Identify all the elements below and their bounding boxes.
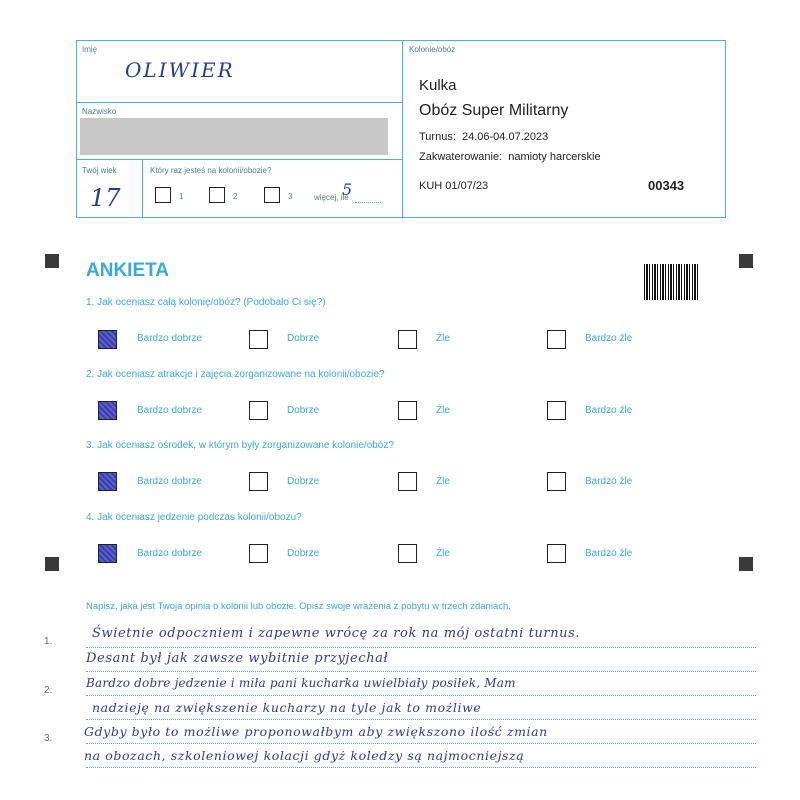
registration-marker-bl — [45, 557, 59, 571]
visit-count-3-checkbox[interactable] — [264, 187, 280, 203]
q4-zle-label: Źle — [436, 548, 450, 559]
q4-bardzo-dobrze-label: Bardzo dobrze — [137, 548, 203, 559]
q1-bardzo-zle-label: Bardzo źle — [585, 333, 633, 344]
q2-zle-label: Źle — [436, 405, 450, 416]
registration-marker-tr — [739, 254, 753, 268]
q3-bardzo-zle-label: Bardzo źle — [585, 476, 633, 487]
nazwisko-redacted — [80, 118, 388, 155]
q1-zle-checkbox[interactable] — [398, 330, 417, 349]
line-number-2: 2. — [44, 685, 53, 696]
q3-bardzo-dobrze-checkbox[interactable] — [98, 472, 117, 491]
imie-label: Imię — [82, 45, 98, 54]
camp-title: Obóz Super Militarny — [419, 102, 569, 119]
q2-dobrze-checkbox[interactable] — [249, 401, 268, 420]
q3-dobrze-checkbox[interactable] — [249, 472, 268, 491]
ktory-raz-label: Który raz jesteś na kolonii/obozie? — [150, 166, 272, 175]
header-divider-v2 — [142, 159, 143, 218]
wiecej-label: więcej, ile — [314, 193, 349, 202]
handwriting-line-3[interactable]: Bardzo dobre jedzenie i miła pani kucharka uwielbiały posiłek, Mam — [86, 676, 516, 690]
q2-bardzo-dobrze-checkbox[interactable] — [98, 401, 117, 420]
visit-count-3-label: 3 — [288, 192, 293, 201]
q1-dobrze-label: Dobrze — [287, 333, 320, 344]
line-number-1: 1. — [44, 636, 53, 647]
question-4: 4. Jak oceniasz jedzenie podczas kolonii/obozu? — [86, 512, 302, 523]
q2-bardzo-zle-checkbox[interactable] — [547, 401, 566, 420]
writing-line — [86, 743, 756, 744]
survey-title: ANKIETA — [86, 260, 170, 281]
q3-dobrze-label: Dobrze — [287, 476, 320, 487]
zakwaterowanie: Zakwaterowanie: namioty harcerskie — [419, 151, 601, 163]
turnus: Turnus: 24.06-04.07.2023 — [419, 131, 549, 143]
q1-bardzo-zle-checkbox[interactable] — [547, 330, 566, 349]
visit-count-2-checkbox[interactable] — [209, 187, 225, 203]
q1-bardzo-dobrze-label: Bardzo dobrze — [137, 333, 203, 344]
line-number-3: 3. — [44, 733, 53, 744]
handwriting-line-4[interactable]: nadzieję na zwiększenie kucharzy na tyle jak to możliwe — [92, 700, 482, 715]
writing-line — [86, 719, 756, 720]
q2-bardzo-dobrze-label: Bardzo dobrze — [137, 405, 203, 416]
header-divider-v — [402, 40, 403, 218]
wiek-label: Twój wiek — [82, 166, 117, 175]
form-number: 00343 — [648, 178, 685, 193]
wiecej-value[interactable]: 5 — [342, 180, 353, 199]
writing-line — [86, 671, 756, 672]
visit-count-1-label: 1 — [179, 192, 184, 201]
q4-bardzo-dobrze-checkbox[interactable] — [98, 544, 117, 563]
wiek-value[interactable]: 17 — [90, 184, 121, 212]
q2-dobrze-label: Dobrze — [287, 405, 320, 416]
nazwisko-label: Nazwisko — [82, 107, 117, 116]
question-2: 2. Jak oceniasz atrakcje i zajęcia zorganizowane na kolonii/obozie? — [86, 369, 385, 380]
q4-bardzo-zle-checkbox[interactable] — [547, 544, 566, 563]
q1-dobrze-checkbox[interactable] — [249, 330, 268, 349]
registration-marker-br — [739, 557, 753, 571]
q2-bardzo-zle-label: Bardzo źle — [585, 405, 633, 416]
kolonie-label: Kolonie/obóz — [409, 45, 456, 54]
opinion-prompt: Napisz, jaka jest Twoja opinia o kolonii lub obozie. Opisz swoje wrażenia z pobytu w trzech zdaniach. — [86, 601, 511, 612]
q3-bardzo-zle-checkbox[interactable] — [547, 472, 566, 491]
q3-bardzo-dobrze-label: Bardzo dobrze — [137, 476, 203, 487]
q3-zle-label: Źle — [436, 476, 450, 487]
camp-name: Kulka — [419, 77, 457, 94]
q1-zle-label: Źle — [436, 333, 450, 344]
visit-count-2-label: 2 — [233, 192, 238, 201]
header-divider-h2 — [76, 159, 402, 160]
camp-code: KUH 01/07/23 — [419, 180, 489, 192]
handwriting-line-1[interactable]: Świetnie odpoczniem i zapewne wrócę za rok na mój ostatni turnus. — [92, 626, 581, 641]
q1-bardzo-dobrze-checkbox[interactable] — [98, 330, 117, 349]
writing-line — [86, 695, 756, 696]
handwriting-line-5[interactable]: Gdyby było to możliwe proponowałbym aby zwiększono ilość zmian — [84, 724, 548, 739]
q2-zle-checkbox[interactable] — [398, 401, 417, 420]
imie-value[interactable]: OLIWIER — [125, 58, 235, 82]
writing-line — [86, 647, 756, 648]
handwriting-line-2[interactable]: Desant był jak zawsze wybitnie przyjechał — [86, 651, 389, 666]
header-divider-h1 — [76, 102, 402, 103]
barcode — [644, 264, 698, 300]
q4-dobrze-checkbox[interactable] — [249, 544, 268, 563]
writing-line — [86, 767, 756, 768]
q4-dobrze-label: Dobrze — [287, 548, 320, 559]
question-1: 1. Jak oceniasz całą kolonię/obóz? (Podobało Ci się?) — [86, 297, 326, 308]
question-3: 3. Jak oceniasz ośrodek, w którym były zorganizowane kolonie/obóz? — [86, 440, 394, 451]
q3-zle-checkbox[interactable] — [398, 472, 417, 491]
handwriting-line-6[interactable]: na obozach, szkoleniowej kolacji gdyż koledzy są najmocniejszą — [84, 748, 525, 763]
q4-bardzo-zle-label: Bardzo źle — [585, 548, 633, 559]
registration-marker-tl — [45, 254, 59, 268]
visit-count-1-checkbox[interactable] — [155, 187, 171, 203]
q4-zle-checkbox[interactable] — [398, 544, 417, 563]
wiecej-dotline — [355, 202, 381, 203]
